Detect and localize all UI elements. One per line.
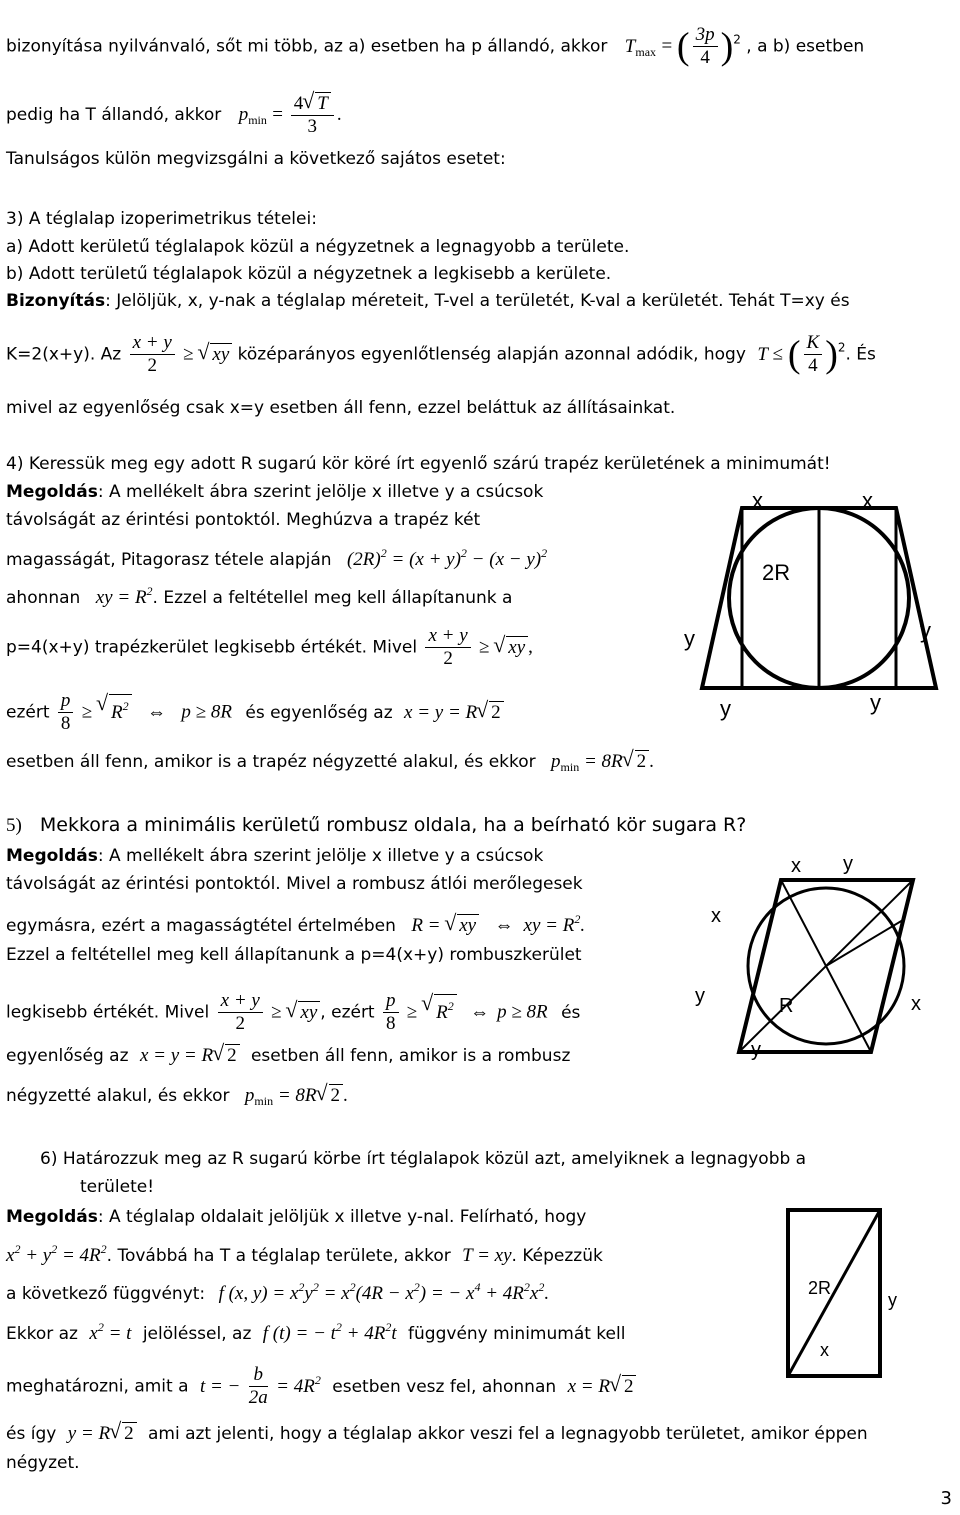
s5-l6b: esetben áll fenn, amikor is a rombusz [250, 1046, 571, 1066]
fig4-label-x2: x [862, 488, 873, 513]
s4-l6b: és egyenlőség az [245, 702, 393, 723]
s6-l4c: függvény minimumát kell [408, 1324, 626, 1344]
fig4-label-2r: 2R [762, 560, 791, 585]
section6-title-2: területe! [80, 1177, 155, 1197]
s4-l3: magasságát, Pitagorasz tétele alapján [6, 550, 332, 570]
s6-l5b: esetben vesz fel, ahonnan [332, 1376, 557, 1397]
s5-l1: : A mellékelt ábra szerint jelölje x illetve y a csúcsok [97, 846, 544, 866]
section6-l7: négyzet. [6, 1453, 80, 1473]
s6-l2c: . Képezzük [511, 1246, 603, 1266]
section4-l4: ahonnan xy = $R^2$. Ezzel a feltétellel meg kell állapítanunk a [6, 584, 513, 608]
s5-l5c: és [561, 1002, 581, 1023]
intro-line-3: Tanulságos külön megvizsgálni a következő sajátos esetet: [6, 149, 506, 169]
fig6-label-2r: 2R [808, 1278, 832, 1298]
fig5-label-y2: y [695, 985, 705, 1007]
section5-title [6, 814, 746, 837]
fig5-label-r: R [779, 995, 794, 1017]
s3-l2a: K=2(x+y). Az [6, 344, 122, 365]
s6-l6b: ami azt jelenti, hogy a téglalap akkor veszi fel a legnagyobb területet, amikor éppen [147, 1424, 868, 1444]
s6-l6a: és így [6, 1424, 57, 1444]
section6-l3: a következő függvényt: f (x, $y) = x^2y^2 = x^2(4R - x^2)$ = − $x^4 + 4R^2x^2$. [6, 1280, 550, 1304]
s5-l6a: egyenlőség az [6, 1046, 129, 1066]
section6-l1 [6, 1206, 586, 1228]
intro-text-1: bizonyítása nyilvánvaló, sőt mi több, az a) esetben ha p állandó, akkor [6, 36, 608, 57]
s3-l2b: középarányos egyenlőtlenség alapján azonnal adódik, hogy [237, 344, 746, 365]
intro-text-1-end: , a b) esetben [746, 36, 865, 57]
solution-label: Megoldás [6, 482, 98, 502]
s6-l1: : A téglalap oldalait jelöljük x illetve y-nal. Felírható, hogy [97, 1207, 587, 1227]
fig5-label-x1: x [791, 855, 801, 877]
intro-text-2: pedig ha T állandó, akkor [6, 105, 222, 125]
s5-num: 5) [6, 815, 22, 836]
section6-title-1: 6) Határozzuk meg az R sugarú körbe írt téglalapok közül azt, amelyiknek a legnagyobb a [40, 1149, 807, 1169]
s6-l3a: a következő függvényt: [6, 1284, 206, 1304]
section6-l5: meghatározni, amit a t = − $\frac{b}{2a}$ = $4R^2$ esetben vesz fel, ahonnan x = R√ 2 [6, 1364, 636, 1409]
section3-title: 3) A téglalap izoperimetrikus tételei: [6, 209, 317, 229]
s5-l3: egymásra, ezért a magasságtétel értelmében [6, 916, 396, 936]
section5-l5: legkisebb értékét. Mivel $\frac{x + y}{2}$ ≥ √ xy , ezért $\frac{p}{8}$ ≥ √ $R^2$ ⇔ p ≥ 8R és [6, 990, 580, 1035]
fig5-label-x2: x [711, 905, 721, 927]
fig4-label-y4: y [870, 690, 881, 715]
fig5-label-y1: y [843, 853, 853, 875]
fig4-label-x1: x [752, 488, 763, 513]
section5-l2: távolságát az érintési pontoktól. Mivel a rombusz átlói merőlegesek [6, 874, 583, 894]
intro-line-2: pedig ha T állandó, akkor $p_{min}$ = $\frac{4√ T}{3}$ . [6, 92, 342, 138]
s6-l4a: Ekkor az [6, 1324, 78, 1344]
fig4-label-y2: y [920, 618, 931, 643]
solution-label: Megoldás [6, 846, 98, 866]
section4-l1 [6, 481, 543, 503]
section4-l6: ezért $\frac{p}{8}$ ≥ √ $R^2$ ⇔ p ≥ 8R és egyenlőség az x = y = R√ 2 [6, 690, 504, 735]
section6-l4: Ekkor az $x^2 = t$ jelöléssel, az f (t) = − $t^2 + 4R^2t$ függvény minimumát kell [6, 1320, 626, 1344]
s4-l4a: ahonnan [6, 588, 81, 608]
section5-l3: egymásra, ezért a magasságtétel értelmében R = √ xy ⇔ xy = $R^2$. [6, 908, 585, 937]
intro-line-1: bizonyítása nyilvánvaló, sőt mi több, az a) esetben ha p állandó, akkor $T_{max}$ = ( $\frac{3p}{4}$ )$^2$ , a b) esetben [6, 24, 865, 68]
section3-line2: K=2(x+y). Az $\frac{x + y}{2}$ ≥ √ xy középarányos egyenlőtlenség alapján azonnal adódik, hogy T ≤ ( $\frac{K}{4}$ )$^2$. És [6, 332, 876, 377]
section5-l1 [6, 845, 543, 867]
s5-title-text: Mekkora a minimális kerületű rombusz oldala, ha a beírható kör sugara R? [39, 814, 747, 836]
s4-l4b: . Ezzel a feltétellel meg kell állapítanunk a [152, 588, 513, 608]
solution-label: Megoldás [6, 1207, 98, 1227]
trapezoid-figure [684, 488, 954, 728]
section4-title: 4) Keressük meg egy adott R sugarú kör köré írt egyenlő szárú trapéz kerületének a minimumát! [6, 454, 831, 474]
rectangle-figure [748, 1206, 918, 1386]
section5-l6: egyenlőség az x = y = R√ 2 esetben áll fenn, amikor is a rombusz [6, 1044, 570, 1067]
fig5-label-y3: y [751, 1039, 761, 1061]
proof-label: Bizonyítás [6, 291, 106, 311]
section6-l2: $x^2 + y^2 = 4R^2$. Továbbá ha T a téglalap területe, akkor T = xy. Képezzük [6, 1242, 603, 1266]
section5-l4: Ezzel a feltétellel meg kell állapítanunk a p=4(x+y) rombuszkerület [6, 945, 582, 965]
section4-l2: távolságát az érintési pontoktól. Meghúzva a trapéz két [6, 510, 481, 530]
section3-proof [6, 290, 850, 312]
section5-l7: négyzetté alakul, és ekkor $p_{min} = 8R√$ 2 . [6, 1084, 348, 1112]
rhombus-figure [695, 850, 957, 1070]
section6-l6: és így y = R√ 2 ami azt jelenti, hogy a téglalap akkor veszi fel a legnagyobb területet, amikor éppen [6, 1422, 868, 1445]
section3-b: b) Adott területű téglalapok közül a négyzetnek a legkisebb a kerülete. [6, 264, 612, 284]
fig6-label-y: y [888, 1290, 897, 1310]
proof-text: : Jelöljük, x, y-nak a téglalap méreteit, T-vel a területét, K-val a kerületét. Tehát T=xy és [105, 291, 850, 311]
s4-l6a: ezért [6, 702, 50, 723]
s4-l1: : A mellékelt ábra szerint jelölje x illetve y a csúcsok [97, 482, 544, 502]
s5-l7a: négyzetté alakul, és ekkor [6, 1086, 230, 1106]
s5-l5b: , ezért [320, 1002, 375, 1023]
s5-l5a: legkisebb értékét. Mivel [6, 1002, 210, 1023]
page-number: 3 [940, 1488, 952, 1509]
section3-a: a) Adott kerületű téglalapok közül a négyzetnek a legnagyobb a területe. [6, 237, 630, 257]
fig4-label-y3: y [720, 696, 731, 721]
s6-l4b: jelöléssel, az [142, 1324, 252, 1344]
s3-l2end: . És [845, 344, 876, 365]
section4-l5: p=4(x+y) trapézkerület legkisebb értékét. Mivel $\frac{x + y}{2}$ ≥ √ xy , [6, 625, 533, 670]
section4-l7: esetben áll fenn, amikor is a trapéz négyzetté alakul, és ekkor $p_{min} = 8R√$ 2 . [6, 750, 654, 778]
fig4-label-y1: y [684, 626, 695, 651]
fig5-label-x3: x [911, 993, 921, 1015]
fig6-label-x: x [820, 1340, 829, 1360]
s4-l5a: p=4(x+y) trapézkerület legkisebb értékét. Mivel [6, 637, 418, 658]
section4-l3: magasságát, Pitagorasz tétele alapján $(2R)^2 = (x + y)^2 - (x - y)^2$ [6, 546, 548, 570]
s6-l5a: meghatározni, amit a [6, 1376, 189, 1397]
s6-l2b: . Továbbá ha T a téglalap területe, akkor [106, 1246, 451, 1266]
s4-l7a: esetben áll fenn, amikor is a trapéz négyzetté alakul, és ekkor [6, 752, 536, 772]
section3-line3: mivel az egyenlőség csak x=y esetben áll fenn, ezzel beláttuk az állításainkat. [6, 398, 676, 418]
